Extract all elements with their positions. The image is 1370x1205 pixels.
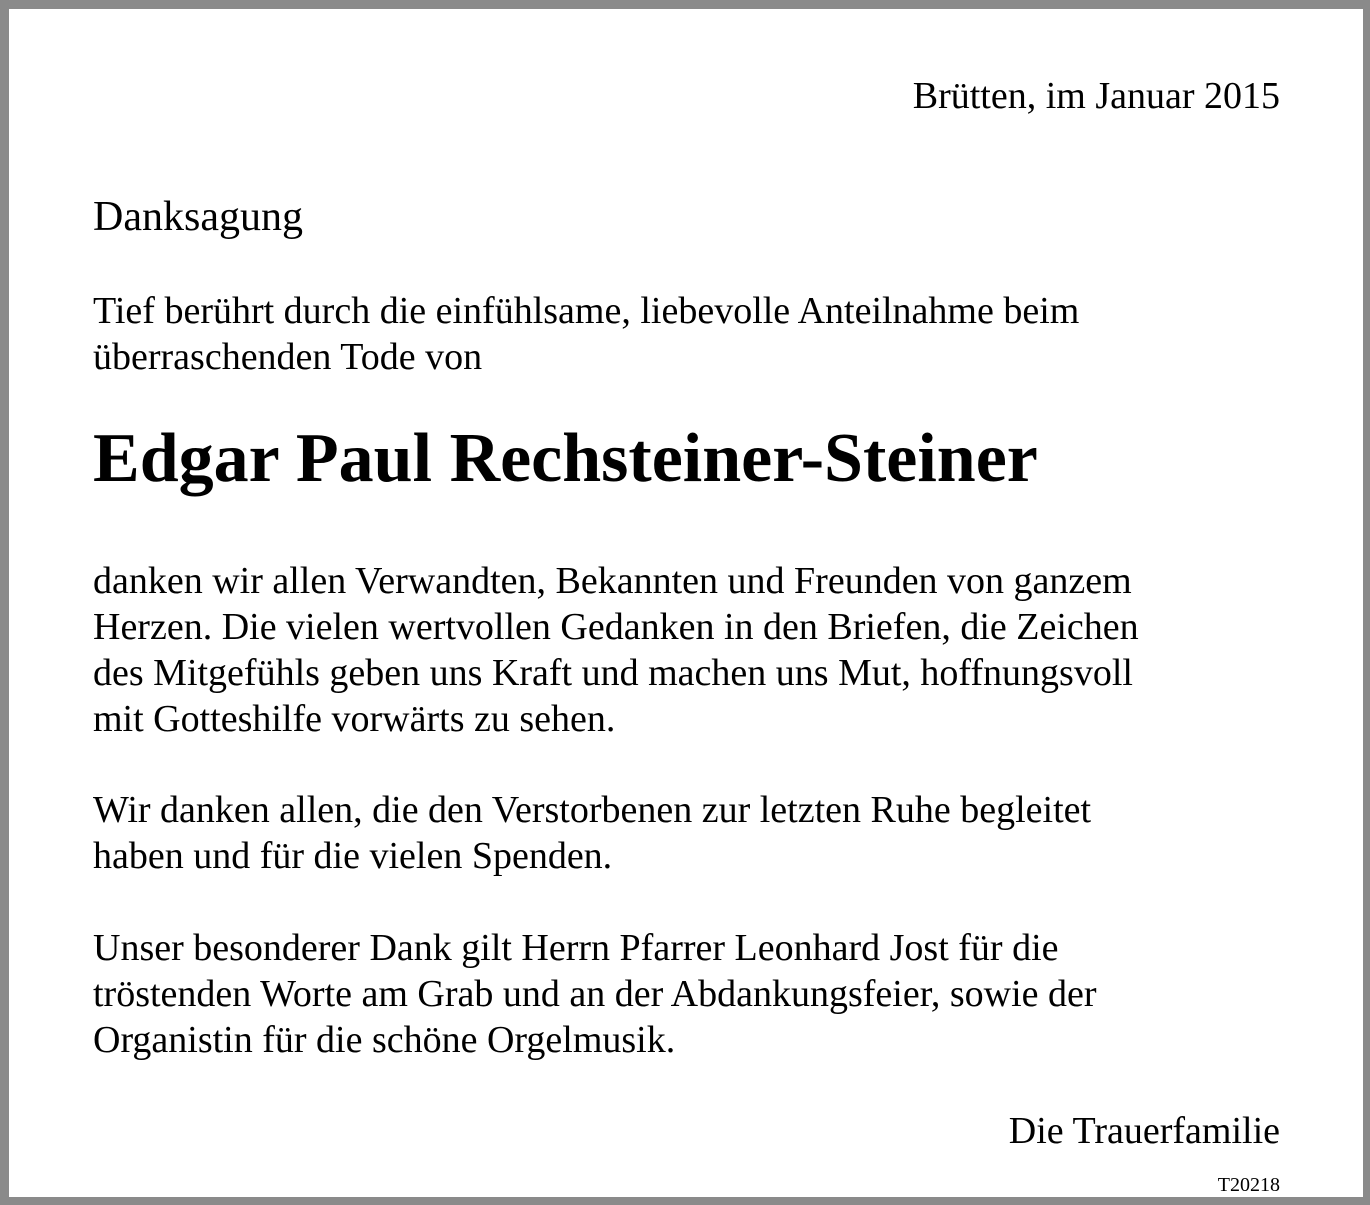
paragraph-line: haben und für die vielen Spenden. bbox=[93, 835, 613, 877]
paragraph-line: Wir danken allen, die den Verstorbenen zur letzten Ruhe begleitet bbox=[93, 789, 1092, 831]
intro-paragraph bbox=[93, 288, 1079, 380]
notice-heading: Danksagung bbox=[93, 194, 303, 240]
deceased-name: Edgar Paul Rechsteiner-Steiner bbox=[93, 420, 1038, 497]
intro-line: Tief berührt durch die einfühlsame, liebevolle Anteilnahme beim bbox=[93, 290, 1080, 332]
paragraph-line: tröstenden Worte am Grab und an der Abdankungsfeier, sowie der bbox=[93, 973, 1097, 1015]
thanks-paragraph bbox=[93, 558, 1139, 742]
intro-line: überraschenden Tode von bbox=[93, 336, 483, 378]
special-thanks-paragraph bbox=[93, 925, 1097, 1063]
paragraph-line: Organistin für die schöne Orgelmusik. bbox=[93, 1019, 676, 1061]
paragraph-line: mit Gotteshilfe vorwärts zu sehen. bbox=[93, 698, 616, 740]
paragraph-line: Herzen. Die vielen wertvollen Gedanken in den Briefen, die Zeichen bbox=[93, 606, 1139, 648]
paragraph-line: des Mitgefühls geben uns Kraft und machen uns Mut, hoffnungsvoll bbox=[93, 652, 1133, 694]
signature: Die Trauerfamilie bbox=[1008, 1110, 1280, 1152]
paragraph-line: Unser besonderer Dank gilt Herrn Pfarrer Leonhard Jost für die bbox=[93, 927, 1059, 969]
funeral-thanks-paragraph bbox=[93, 787, 1091, 879]
reference-code: T20218 bbox=[1217, 1174, 1280, 1196]
place-date: Brütten, im Januar 2015 bbox=[912, 75, 1280, 117]
paragraph-line: danken wir allen Verwandten, Bekannten und Freunden von ganzem bbox=[93, 560, 1132, 602]
